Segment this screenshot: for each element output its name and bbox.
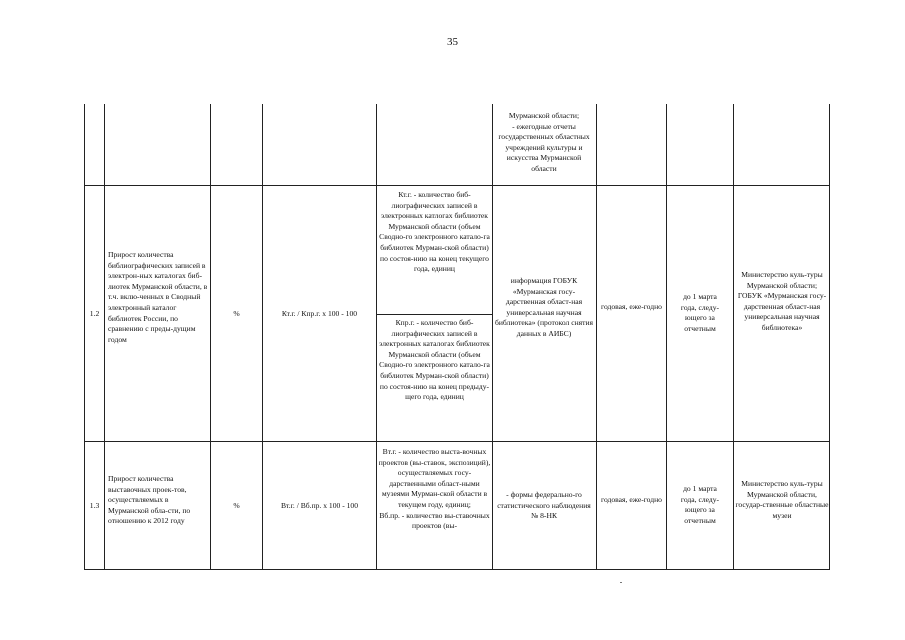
formula-cell: Вт.г. / Вб.пр. х 100 - 100 xyxy=(280,501,359,510)
table-line xyxy=(492,104,493,570)
deadline-cell: до 1 марта года, следу-ющего за отчетным xyxy=(680,292,720,333)
source-cell: информация ГОБУК «Мурманская госу-дарственная област-ная универсальная научная библиотека» (протокол снятия данных в АИБС) xyxy=(494,276,594,338)
row-number: 1.2 xyxy=(89,309,100,318)
table-line xyxy=(376,104,377,570)
definition-cell: Вт.г. - количество выста-вочных проектов (вы-ставок, экспозиций), осуществляемых госу-дарственными област-ными музеями Мурман-ской области в текущем году, единиц; Вб.пр. - количество вы-ставочных проектов (вы- xyxy=(378,447,491,531)
table-line xyxy=(84,569,830,570)
periodicity-cell: годовая, еже-годно xyxy=(601,302,662,311)
definition-cell: Кпр.г. - количество биб-лиографических записей в электронных каталогах библиотек Мурманской области (объем Сводно-го электронного катало-га библиотек Мурман-ской области) по состоя-нию на конец предыду-щего года, единиц xyxy=(379,318,490,402)
responsible-cell: Министерство куль-туры Мурманской области; ГОБУК «Мурманская госу-дарственная област-ная универсальная научная библиотека» xyxy=(737,270,827,332)
table-line xyxy=(104,104,105,570)
page-number: 35 xyxy=(447,36,458,48)
unit-cell: % xyxy=(233,309,240,318)
formula-cell: Кт.г. / Кпр.г. х 100 - 100 xyxy=(281,309,358,318)
row-number: 1.3 xyxy=(89,501,100,510)
table-line xyxy=(84,185,830,186)
table-line xyxy=(666,104,667,570)
unit-cell: % xyxy=(233,501,240,510)
source-cell: - формы федерально-го статистического наблюдения № 8-НК xyxy=(497,490,591,521)
definition-cell: Кт.г. - количество биб-лиографических записей в электронных катлогах библиотек Мурманской области (объем Сводно-го электронного катало-га библиотек Мурман-ской области) по состоя-нию на конец текущего года, единиц xyxy=(379,190,490,274)
periodicity-cell: годовая, еже-годно xyxy=(601,495,662,504)
indicator-name: Прирост количества библиографических записей в электрон-ных каталогах биб-лиотек Мурманской области, в т.ч. вклю-ченных в Сводный электронный каталог библиотек России, по сравнению с преды-дущим годом xyxy=(108,250,208,344)
source-cell: Мурманской области; - ежегодные отчеты государственных областных учреждений культуры и искусства Мурманской области xyxy=(498,111,590,173)
deadline-cell: до 1 марта года, следу-ющего за отчетным xyxy=(680,484,720,525)
responsible-cell: Министерство куль-туры Мурманской области, государ-ственные областные музеи xyxy=(735,479,829,520)
indicator-name: Прирост количества выставочных проек-тов, осуществляемых в Мурманской обла-сти, по отношению к 2012 году xyxy=(108,474,191,526)
table-line xyxy=(84,441,830,442)
scan-speck xyxy=(620,582,622,583)
table-line xyxy=(376,314,493,315)
